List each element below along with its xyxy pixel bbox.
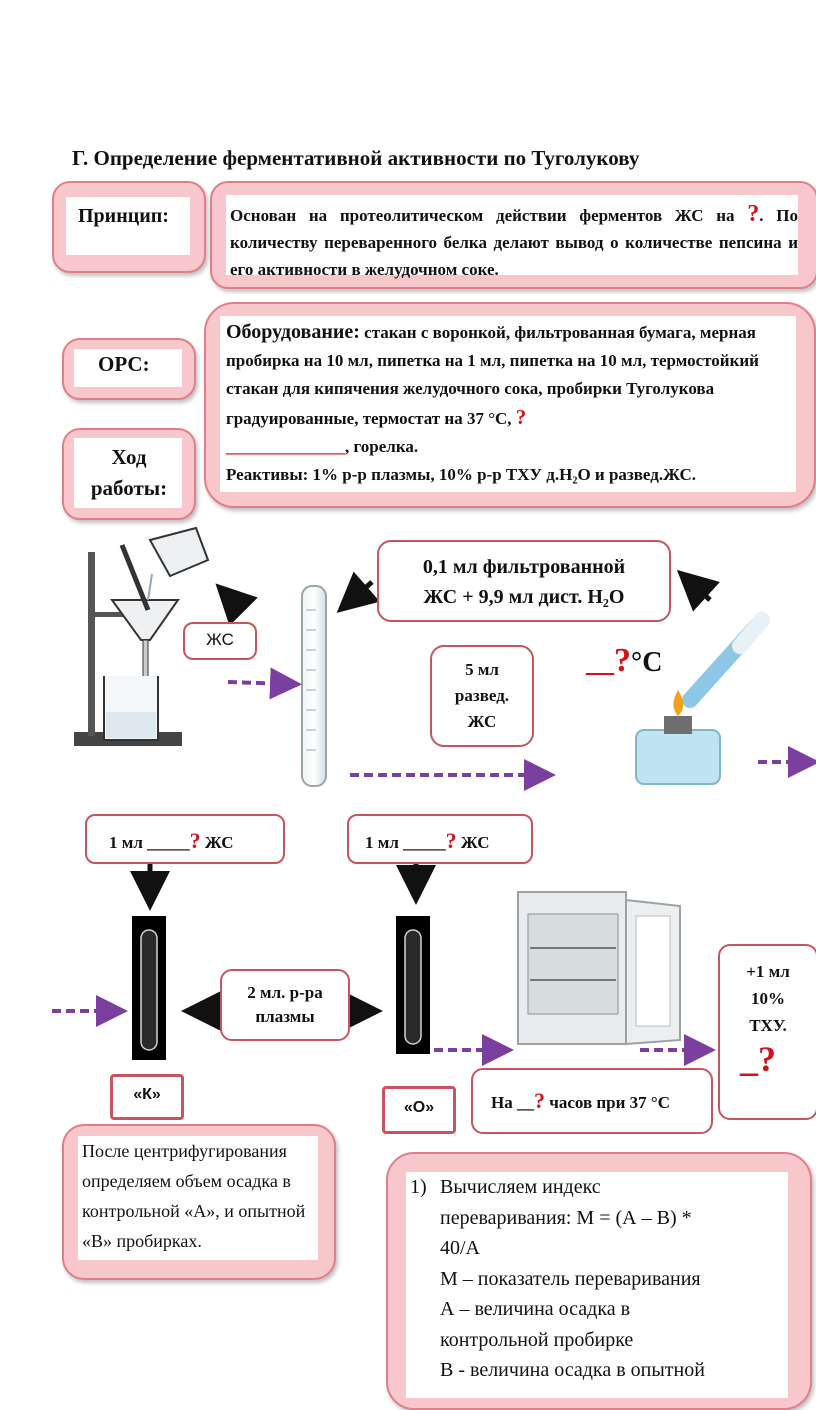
plasma-box — [220, 969, 350, 1041]
principle-text: Основан на протеолитическом действии ферментов ЖС на ?. По количеству переваренного белка делают вывод о количестве пепсина и его активности в желудочном соке. — [230, 201, 799, 279]
label-k-box — [110, 1074, 184, 1120]
zhs-label-box — [183, 622, 257, 660]
tca-question: _? — [740, 1039, 776, 1079]
graduated-cylinder-image — [302, 586, 326, 786]
calc-text: Вычисляем индекс переваривания: М = (А – В) * 40/А М – показатель переваривания А – величина осадка в контрольной пробирке В - величина осадка в опытной — [440, 1176, 705, 1381]
one-ml-box-right — [347, 814, 533, 864]
calculation-box — [386, 1152, 812, 1410]
procedure-label: Ход работы: — [90, 445, 168, 500]
boiling-temperature: __?°С — [586, 642, 663, 679]
dilution-box — [377, 540, 671, 622]
thermostat-image — [518, 892, 680, 1044]
label-o: «О» — [403, 1099, 435, 1116]
diluted-box — [430, 645, 534, 747]
tca-box — [718, 944, 816, 1120]
principle-label: Принцип: — [78, 205, 169, 227]
tca-text: +1 мл 10% ТХУ. — [746, 962, 790, 1035]
incubation-text: На __? часов при 37 °С — [491, 1088, 670, 1113]
one-ml-text-left: 1 мл _____? ЖС — [109, 828, 234, 853]
equipment-text: Оборудование: стакан с воронкой, фильтрованная бумага, мерная пробирка на 10 мл, пипетка на 1 мл, пипетка на 10 мл, термостойкий стакан для кипячения желудочного сока, пробирки Туголукова градуированные, термостат на 37 °С, ? ______________, горелка. Реактивы: 1% р-р плазмы, 10% р-р ТХУ д.Н₂О и развед.ЖС. — [226, 321, 759, 484]
test-tube-o-image — [396, 916, 430, 1054]
label-o-box — [382, 1086, 456, 1134]
ors-label: ОРС: — [98, 352, 150, 376]
dilution-text: 0,1 мл фильтрованной ЖС + 9,9 мл дист. Н₂О — [422, 556, 626, 608]
centrifuge-box — [62, 1124, 336, 1280]
centrifuge-text: После центрифугирования определяем объем осадка в контрольной «А», и опытной «В» пробирках. — [82, 1141, 306, 1251]
zhs-label: ЖС — [206, 630, 234, 649]
one-ml-box-left — [85, 814, 285, 864]
page-title: Г. Определение ферментативной активности по Туголукову — [72, 146, 640, 170]
one-ml-text-right: 1 мл _____? ЖС — [365, 828, 490, 853]
label-k: «К» — [133, 1086, 161, 1103]
calc-number: 1) — [410, 1176, 427, 1198]
test-tube-k-image — [132, 916, 166, 1060]
incubation-box — [471, 1068, 713, 1134]
plasma-text: 2 мл. р-ра плазмы — [247, 983, 323, 1026]
diluted-text: 5 мл развед. ЖС — [454, 660, 510, 731]
